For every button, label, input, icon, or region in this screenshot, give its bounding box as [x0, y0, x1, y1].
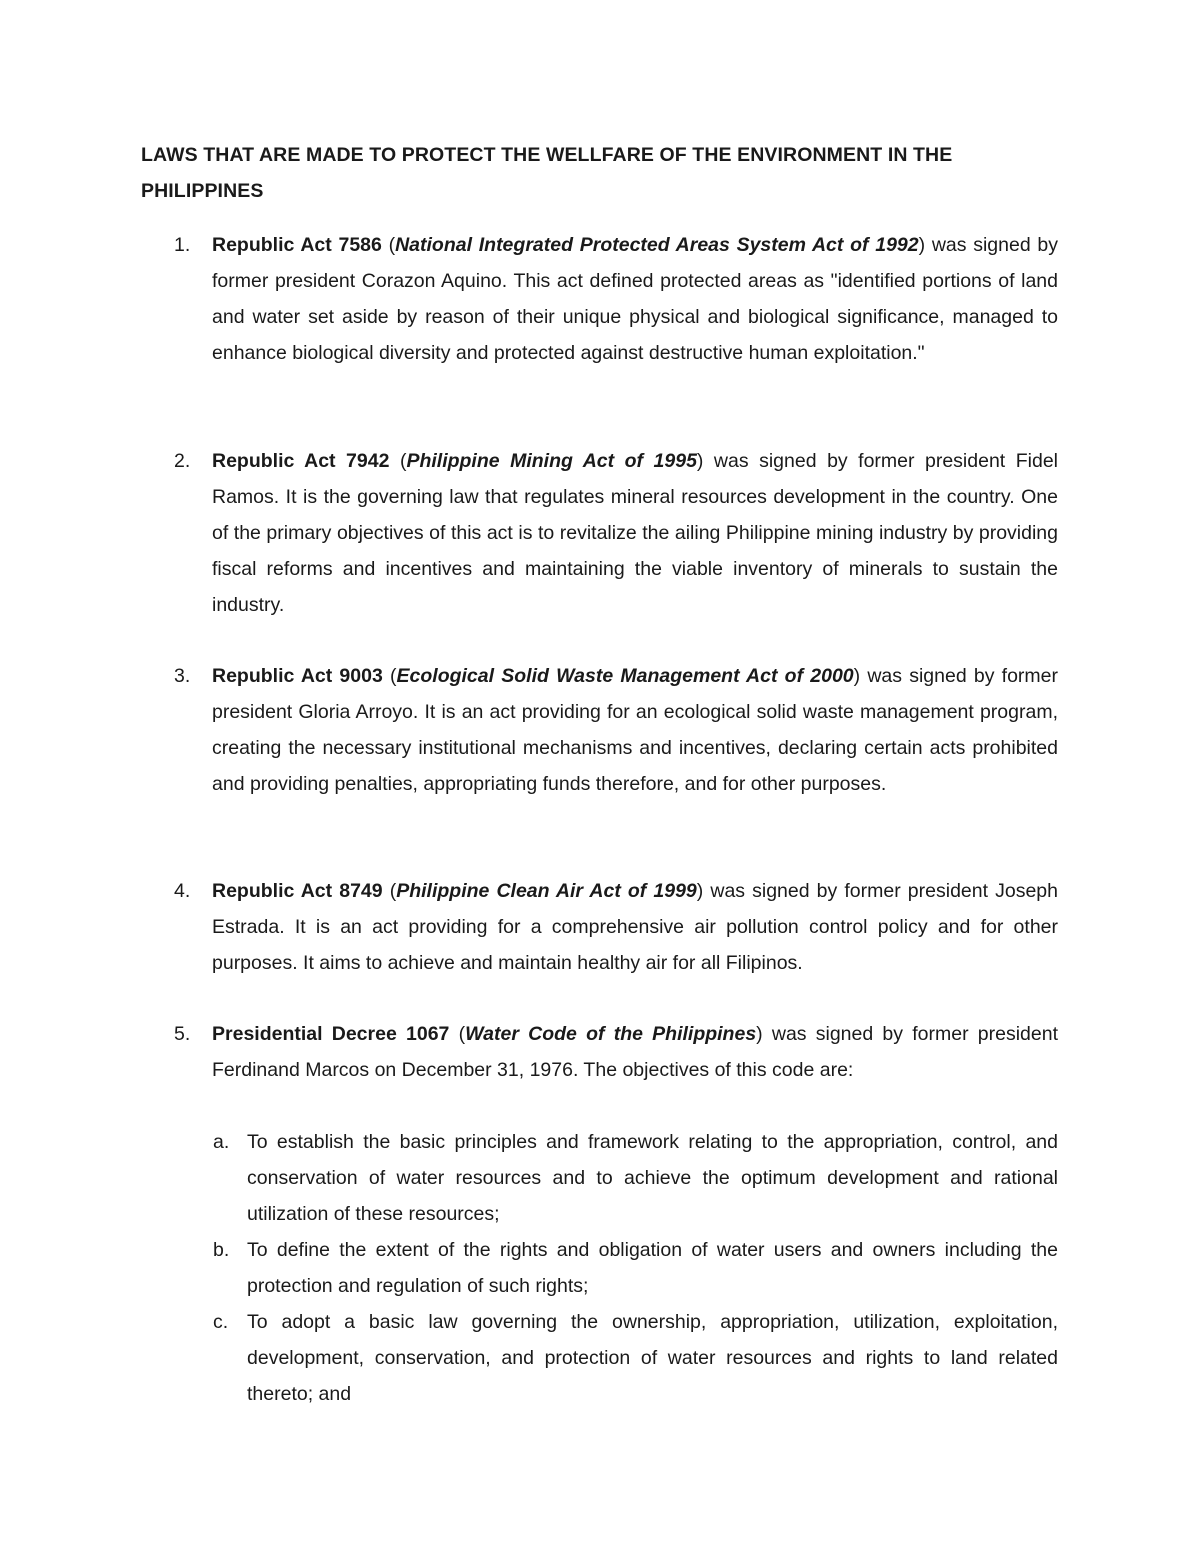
list-marker: 1. [174, 234, 191, 256]
law-description [212, 443, 1058, 623]
document-title: LAWS THAT ARE MADE TO PROTECT THE WELLFARE OF THE ENVIRONMENT IN THE PHILIPPINES [141, 144, 953, 202]
law-number: Republic Act 8749 [212, 880, 383, 902]
law-description [212, 658, 1058, 802]
law-item-1 [166, 227, 1058, 371]
law-text: ) was signed by former president Joseph Estrada. It is an act providing for a comprehensive air pollution control policy and for other purposes. It aims to achieve and maintain healthy air for all Filipinos. [212, 880, 1058, 974]
paren-open: ( [449, 1023, 466, 1045]
law-name: Philippine Clean Air Act of 1999 [396, 880, 697, 902]
law-text: ) was signed by former president Ferdinand Marcos on December 31, 1976. The objectives of this code are: [212, 1023, 1058, 1081]
list-marker: 2. [174, 450, 191, 472]
list-marker: 3. [174, 665, 191, 687]
list-marker: 4. [174, 880, 191, 902]
law-item-4 [166, 873, 1058, 981]
law-text: ) was signed by former president Corazon Aquino. This act defined protected areas as "identified portions of land and water set aside by reason of their unique physical and biological significance, managed to enhance biological diversity and protected against destructive human exploitation." [212, 234, 1058, 364]
law-name: National Integrated Protected Areas System Act of 1992 [395, 234, 919, 256]
law-name: Ecological Solid Waste Management Act of 2000 [396, 665, 854, 687]
law-item-2 [166, 443, 1058, 623]
paren-open: ( [382, 880, 397, 902]
list-marker: 5. [174, 1023, 191, 1045]
objective-text: To establish the basic principles and framework relating to the appropriation, control, and conservation of water resources and to achieve the optimum development and rational utilization of these resources; [247, 1131, 1058, 1225]
law-number: Presidential Decree 1067 [212, 1023, 450, 1045]
paren-open: ( [381, 234, 396, 256]
law-number: Republic Act 7586 [212, 234, 382, 256]
law-description [212, 227, 1058, 371]
law-number: Republic Act 9003 [212, 665, 383, 687]
law-text: ) was signed by former president Fidel Ramos. It is the governing law that regulates mineral resources development in the country. One of the primary objectives of this act is to revitalize the ailing Philippine mining industry by providing fiscal reforms and incentives and maintaining the viable inventory of minerals to sustain the industry. [212, 450, 1058, 616]
sublist-marker: c. [213, 1311, 229, 1333]
law-name: Philippine Mining Act of 1995 [406, 450, 697, 472]
law-item-3 [166, 658, 1058, 802]
objective-a [208, 1124, 1058, 1232]
law-text: ) was signed by former president Gloria Arroyo. It is an act providing for an ecological solid waste management program, creating the necessary institutional mechanisms and incentives, declaring certain acts prohibited and providing penalties, appropriating funds therefore, and for other purposes. [212, 665, 1058, 795]
paren-open: ( [389, 450, 407, 472]
objective-c [208, 1304, 1058, 1412]
sublist-marker: b. [213, 1239, 230, 1261]
law-description [212, 1016, 1058, 1088]
objective-text: To define the extent of the rights and obligation of water users and owners including the protection and regulation of such rights; [247, 1239, 1058, 1297]
objective-b [208, 1232, 1058, 1304]
law-name: Water Code of the Philippines [465, 1023, 757, 1045]
law-number: Republic Act 7942 [212, 450, 390, 472]
law-item-5 [166, 1016, 1058, 1088]
law-description [212, 873, 1058, 981]
sublist-marker: a. [213, 1131, 230, 1153]
paren-open: ( [382, 665, 397, 687]
objective-text: To adopt a basic law governing the ownership, appropriation, utilization, exploitation, development, conservation, and protection of water resources and rights to land related thereto; and [247, 1311, 1058, 1405]
